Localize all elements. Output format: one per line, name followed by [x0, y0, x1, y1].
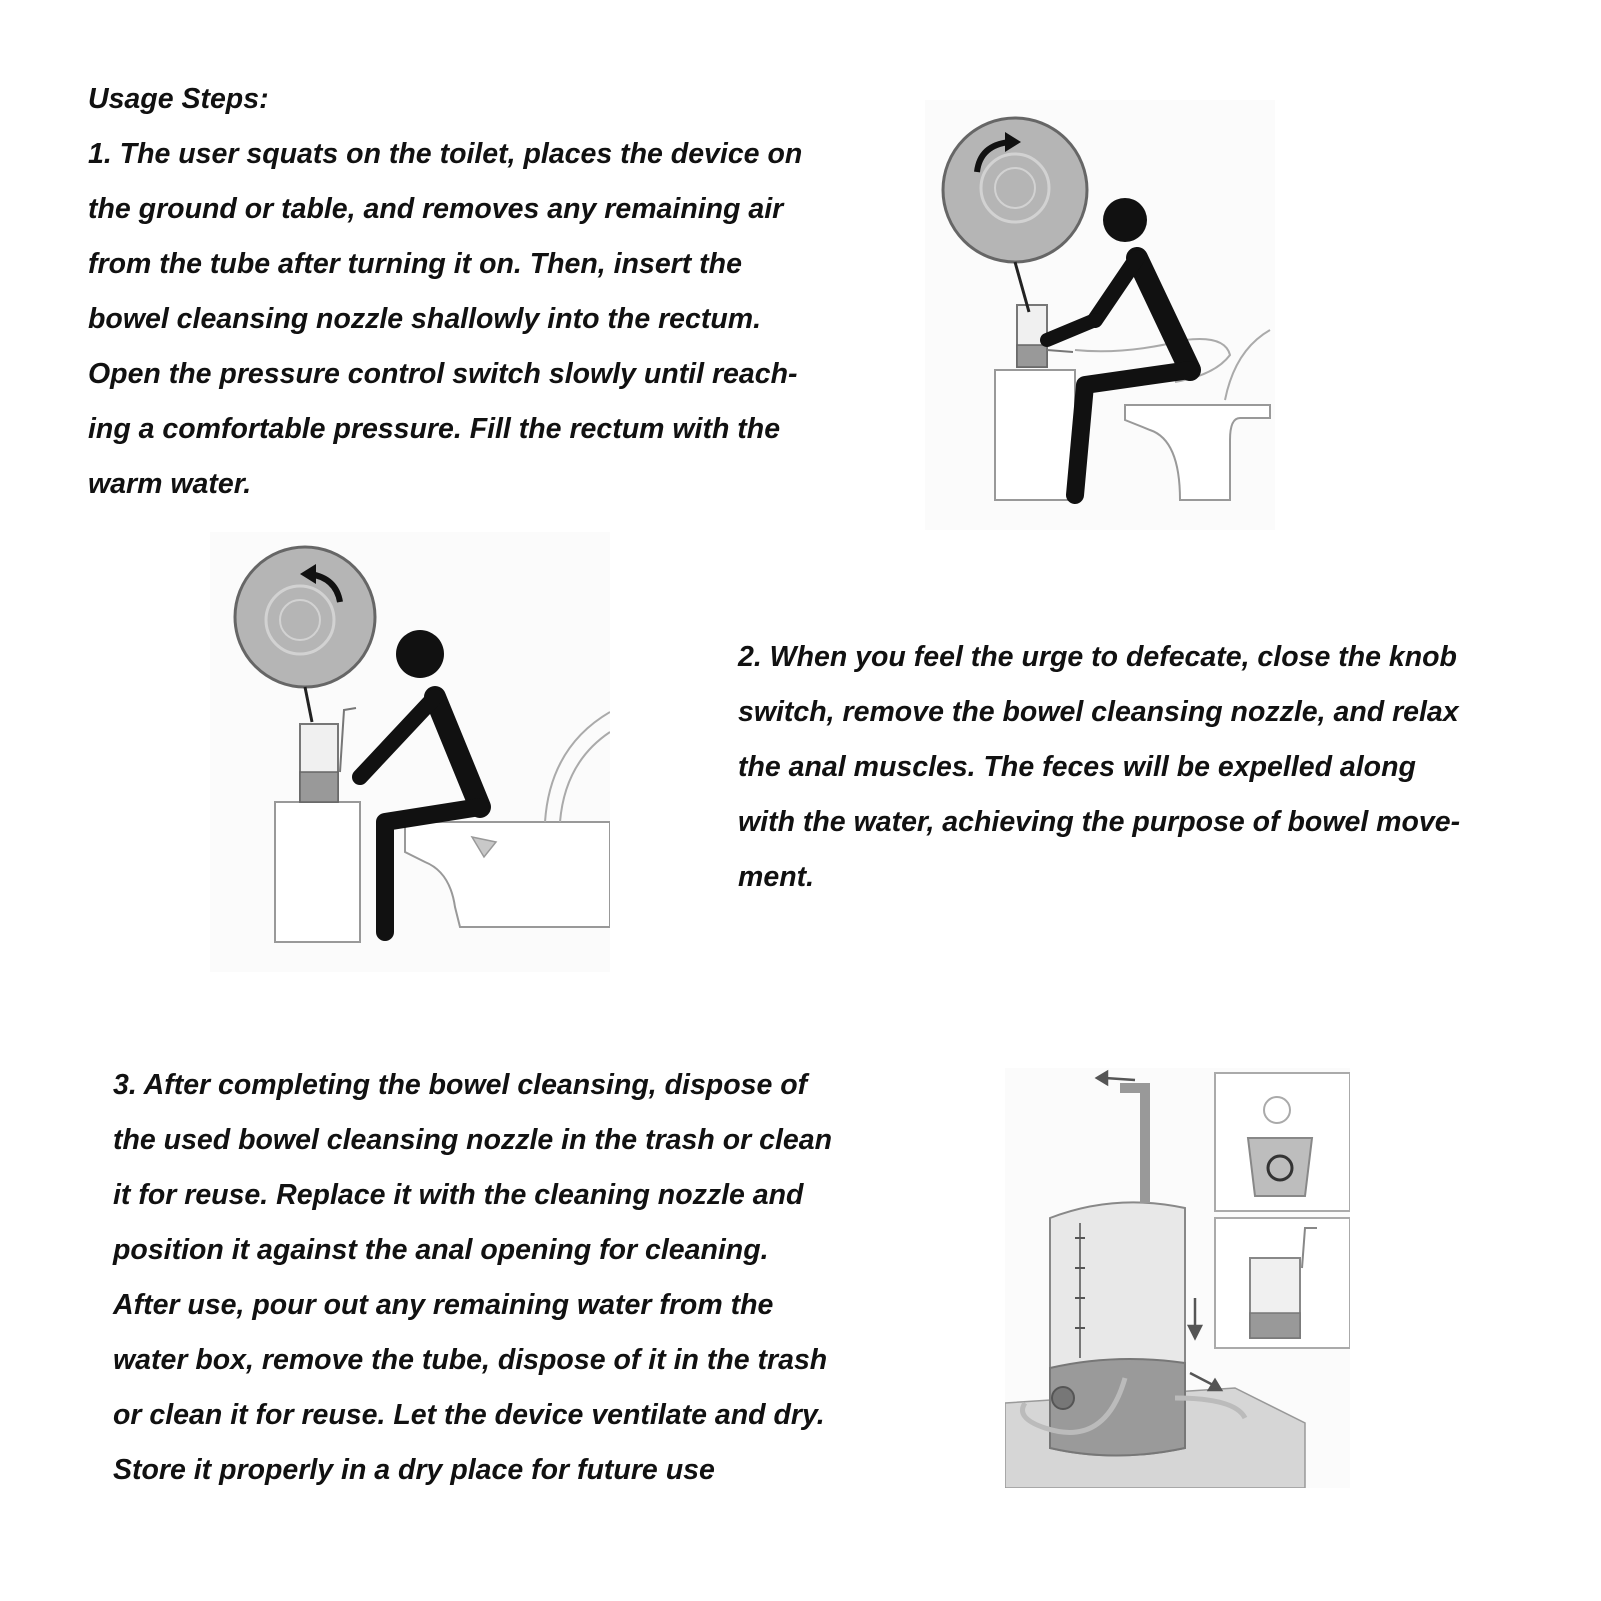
step-3-line: Store it properly in a dry place for future use [113, 1454, 715, 1486]
usage-steps-heading: Usage Steps: [88, 83, 269, 115]
person-on-toilet-closing-valve-illustration [210, 532, 610, 972]
step-2-line: with the water, achieving the purpose of bowel move- [738, 806, 1461, 838]
step-1-text [88, 127, 802, 512]
step-3-line: water box, remove the tube, dispose of it in the trash [113, 1344, 828, 1376]
step-3-line: After use, pour out any remaining water from the [113, 1289, 774, 1321]
step-1-line: ing a comfortable pressure. Fill the rectum with the [88, 413, 781, 445]
step-3-line: it for reuse. Replace it with the cleaning nozzle and [113, 1179, 804, 1211]
step-1-line: bowel cleansing nozzle shallowly into the rectum. [88, 303, 762, 335]
step-2-line: 2. When you feel the urge to defecate, close the knob [738, 641, 1457, 673]
step-1-line: warm water. [88, 468, 252, 500]
step-3-line: or clean it for reuse. Let the device ventilate and dry. [113, 1399, 825, 1431]
step-3-line: 3. After completing the bowel cleansing, dispose of [113, 1069, 808, 1101]
step-3-text [113, 1058, 832, 1498]
step-1-line: Open the pressure control switch slowly until reach- [88, 358, 798, 390]
step-3-line: the used bowel cleansing nozzle in the trash or clean [113, 1124, 832, 1156]
step-1-illustration [925, 100, 1275, 530]
device-disposal-and-drying-illustration [1005, 1068, 1350, 1488]
step-3-line: position it against the anal opening for cleaning. [113, 1234, 769, 1266]
step-1-line: 1. The user squats on the toilet, places the device on [88, 138, 803, 170]
step-2-text [738, 630, 1460, 905]
step-1-line: the ground or table, and removes any remaining air [88, 193, 784, 225]
step-3-illustration [1005, 1068, 1350, 1488]
step-2-line: switch, remove the bowel cleansing nozzle, and relax [738, 696, 1459, 728]
step-1-line: from the tube after turning it on. Then, insert the [88, 248, 742, 280]
trash-icon [1248, 1138, 1312, 1196]
step-2-illustration [210, 532, 610, 972]
person-on-toilet-opening-valve-illustration [925, 100, 1275, 530]
step-2-line: ment. [738, 861, 815, 893]
step-2-line: the anal muscles. The feces will be expelled along [738, 751, 1416, 783]
